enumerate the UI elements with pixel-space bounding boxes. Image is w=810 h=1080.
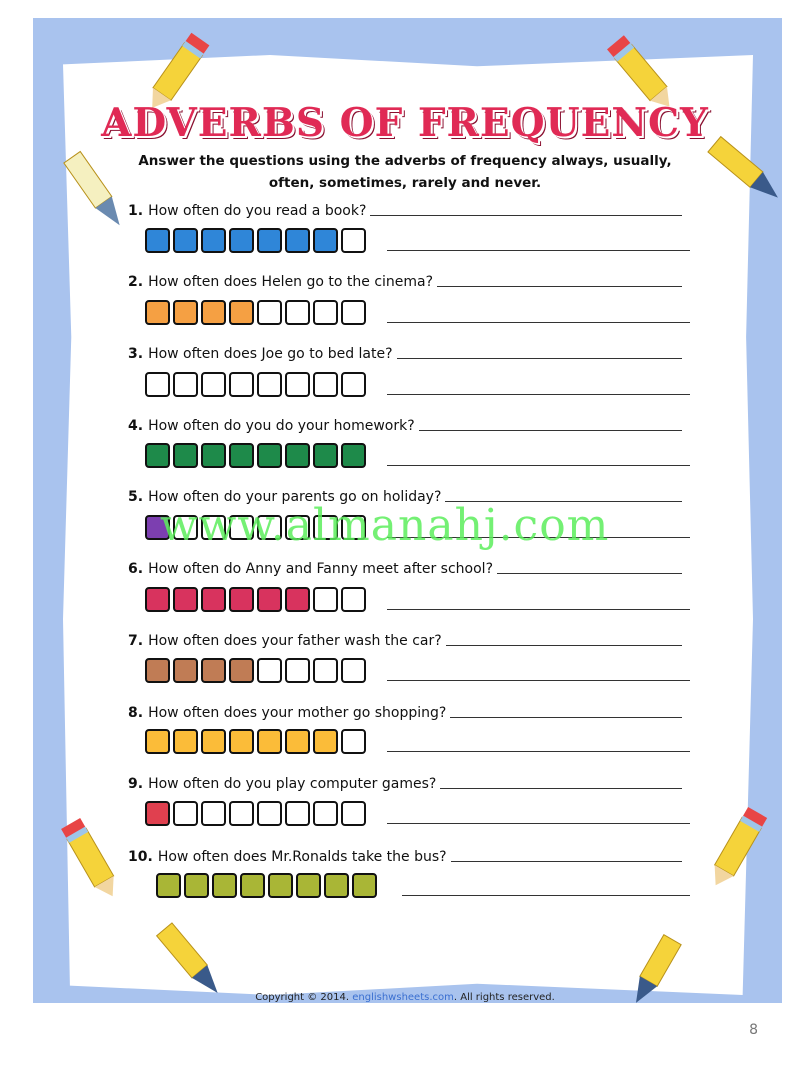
- question-number: 9.: [128, 776, 144, 792]
- frequency-cell: [285, 443, 310, 468]
- frequency-cell: [352, 873, 377, 898]
- frequency-cell: [341, 443, 366, 468]
- frequency-cell: [212, 873, 237, 898]
- answer-line[interactable]: [387, 322, 690, 323]
- frequency-cell: [285, 300, 310, 325]
- answer-blank[interactable]: [370, 214, 682, 216]
- frequency-cell: [145, 443, 170, 468]
- page-number: 8: [749, 1022, 758, 1038]
- frequency-cell: [201, 300, 226, 325]
- frequency-cell: [145, 658, 170, 683]
- frequency-cell: [145, 587, 170, 612]
- question-number: 5.: [128, 489, 144, 505]
- question-number: 4.: [128, 418, 144, 434]
- frequency-cell: [145, 801, 170, 826]
- question-text: How often does your father wash the car?: [148, 633, 442, 649]
- question-number: 3.: [128, 346, 144, 362]
- question-row: [128, 776, 682, 792]
- frequency-cell: [285, 658, 310, 683]
- copyright-suffix: . All rights reserved.: [453, 992, 555, 1003]
- frequency-bar: [145, 801, 369, 826]
- frequency-cell: [201, 658, 226, 683]
- question-row: [128, 346, 682, 362]
- frequency-bar: [145, 658, 369, 683]
- frequency-cell: [173, 658, 198, 683]
- frequency-cell: [285, 228, 310, 253]
- answer-blank[interactable]: [397, 357, 682, 359]
- question-text: How often does Helen go to the cinema?: [148, 274, 434, 290]
- frequency-cell: [173, 443, 198, 468]
- frequency-cell: [201, 228, 226, 253]
- answer-blank[interactable]: [419, 429, 682, 431]
- frequency-cell: [229, 729, 254, 754]
- answer-line[interactable]: [402, 895, 690, 896]
- question-number: 6.: [128, 561, 144, 577]
- frequency-cell: [184, 873, 209, 898]
- frequency-cell: [257, 729, 282, 754]
- frequency-cell: [240, 873, 265, 898]
- frequency-cell: [313, 729, 338, 754]
- frequency-cell: [173, 372, 198, 397]
- frequency-cell: [324, 873, 349, 898]
- frequency-cell: [257, 658, 282, 683]
- frequency-cell: [201, 443, 226, 468]
- answer-blank[interactable]: [497, 572, 682, 574]
- answer-blank[interactable]: [450, 716, 682, 718]
- frequency-cell: [145, 372, 170, 397]
- frequency-cell: [257, 372, 282, 397]
- frequency-cell: [257, 300, 282, 325]
- frequency-cell: [296, 873, 321, 898]
- frequency-cell: [313, 658, 338, 683]
- frequency-cell: [341, 300, 366, 325]
- frequency-cell: [145, 228, 170, 253]
- question-text: How often do your parents go on holiday?: [148, 489, 442, 505]
- frequency-cell: [341, 228, 366, 253]
- frequency-cell: [285, 587, 310, 612]
- question-text: How often does Joe go to bed late?: [148, 346, 393, 362]
- frequency-cell: [145, 729, 170, 754]
- frequency-cell: [313, 228, 338, 253]
- frequency-cell: [173, 587, 198, 612]
- frequency-cell: [257, 228, 282, 253]
- frequency-cell: [145, 300, 170, 325]
- frequency-cell: [201, 587, 226, 612]
- question-number: 7.: [128, 633, 144, 649]
- question-row: [128, 274, 682, 290]
- frequency-cell: [201, 801, 226, 826]
- question-number: 10.: [128, 849, 153, 865]
- frequency-cell: [201, 729, 226, 754]
- question-row: [128, 203, 682, 219]
- copyright-prefix: Copyright © 2014.: [255, 992, 350, 1003]
- frequency-cell: [229, 658, 254, 683]
- frequency-bar: [145, 300, 369, 325]
- frequency-cell: [201, 372, 226, 397]
- frequency-bar: [145, 372, 369, 397]
- answer-line[interactable]: [387, 609, 690, 610]
- frequency-cell: [313, 801, 338, 826]
- answer-blank[interactable]: [437, 285, 682, 287]
- instructions: Answer the questions using the adverbs of frequency always, usually, often, sometimes, rarely and never.: [138, 153, 672, 191]
- question-number: 8.: [128, 705, 144, 721]
- frequency-bar: [156, 873, 380, 898]
- copyright: [0, 992, 810, 1003]
- frequency-cell: [257, 801, 282, 826]
- answer-blank[interactable]: [440, 787, 682, 789]
- frequency-cell: [173, 801, 198, 826]
- pencil-icon: [700, 800, 780, 890]
- pencil-icon: [50, 810, 130, 900]
- answer-line[interactable]: [387, 680, 690, 681]
- question-number: 1.: [128, 203, 144, 219]
- frequency-cell: [285, 372, 310, 397]
- frequency-cell: [313, 300, 338, 325]
- frequency-cell: [229, 228, 254, 253]
- question-text: How often do Anny and Fanny meet after school?: [148, 561, 493, 577]
- answer-blank[interactable]: [446, 644, 682, 646]
- answer-line[interactable]: [387, 823, 690, 824]
- frequency-cell: [229, 587, 254, 612]
- frequency-cell: [229, 801, 254, 826]
- frequency-cell: [173, 729, 198, 754]
- frequency-bar: [145, 228, 369, 253]
- answer-line[interactable]: [387, 751, 690, 752]
- frequency-cell: [257, 443, 282, 468]
- question-text: How often does your mother go shopping?: [148, 705, 447, 721]
- frequency-cell: [341, 801, 366, 826]
- question-text: How often do you play computer games?: [148, 776, 437, 792]
- frequency-cell: [341, 587, 366, 612]
- answer-blank[interactable]: [451, 860, 682, 862]
- question-row: [128, 849, 682, 865]
- frequency-cell: [229, 372, 254, 397]
- copyright-link[interactable]: englishwsheets.com: [352, 992, 454, 1003]
- frequency-cell: [341, 729, 366, 754]
- question-row: [128, 633, 682, 649]
- frequency-cell: [229, 300, 254, 325]
- watermark: www.almanahj.com: [160, 500, 610, 551]
- frequency-cell: [313, 372, 338, 397]
- question-row: [128, 705, 682, 721]
- question-text: How often do you do your homework?: [148, 418, 415, 434]
- question-text: How often does Mr.Ronalds take the bus?: [157, 849, 447, 865]
- frequency-cell: [257, 587, 282, 612]
- frequency-bar: [145, 443, 369, 468]
- frequency-cell: [173, 300, 198, 325]
- frequency-bar: [145, 587, 369, 612]
- frequency-cell: [268, 873, 293, 898]
- frequency-cell: [313, 443, 338, 468]
- question-row: [128, 561, 682, 577]
- page-title: ADVERBS OF FREQUENCY: [101, 100, 709, 146]
- frequency-cell: [341, 658, 366, 683]
- answer-line[interactable]: [387, 465, 690, 466]
- frequency-cell: [229, 443, 254, 468]
- answer-line[interactable]: [387, 394, 690, 395]
- frequency-cell: [285, 801, 310, 826]
- frequency-bar: [145, 729, 369, 754]
- frequency-cell: [173, 228, 198, 253]
- frequency-cell: [341, 372, 366, 397]
- frequency-cell: [156, 873, 181, 898]
- frequency-cell: [285, 729, 310, 754]
- frequency-cell: [313, 587, 338, 612]
- question-text: How often do you read a book?: [148, 203, 367, 219]
- answer-line[interactable]: [387, 250, 690, 251]
- question-number: 2.: [128, 274, 144, 290]
- question-row: [128, 418, 682, 434]
